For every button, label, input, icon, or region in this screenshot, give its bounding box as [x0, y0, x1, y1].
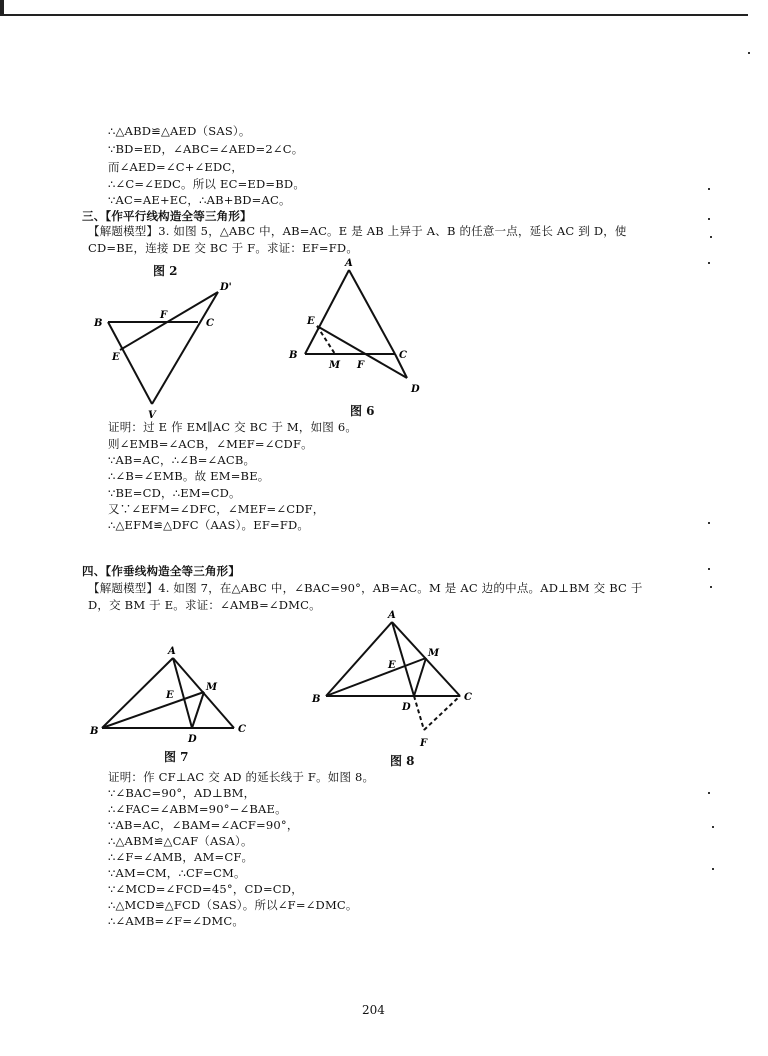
- section3-proof-line-5: ∵BE=CD，∴EM=CD。: [108, 486, 241, 500]
- scan-speck: [708, 522, 710, 524]
- fig-left-label-bottom: V: [148, 410, 156, 421]
- fig6-label-e: E: [307, 316, 315, 327]
- fig6-label-a: A: [345, 258, 353, 269]
- proof1-line-2: ∵BD=ED，∠ABC=∠AED=2∠C。: [108, 142, 304, 156]
- scan-speck: [748, 52, 750, 54]
- fig-left-label-b: B: [94, 318, 103, 329]
- section3-proof-line-7: ∴△EFM≌△DFC（AAS）。EF=FD。: [108, 518, 310, 532]
- scan-speck: [708, 568, 710, 570]
- scan-speck: [708, 792, 710, 794]
- scan-speck: [708, 218, 710, 220]
- fig7-label-a: A: [168, 646, 176, 657]
- fig-left-label-e: E: [112, 352, 120, 363]
- section3-proof-line-3: ∵AB=AC，∴∠B=∠ACB。: [108, 453, 256, 467]
- section4-proof-line-6: ∴∠F=∠AMB，AM=CF。: [108, 850, 254, 864]
- section4-proof-line-5: ∴△ABM≌△CAF（ASA）。: [108, 834, 253, 848]
- fig8-label-e: E: [388, 660, 396, 671]
- section4-proof-line-1: 证明：作 CF⊥AC 交 AD 的延长线于 F。如图 8。: [108, 770, 375, 784]
- scan-speck: [710, 586, 712, 588]
- fig7-label-d: D: [188, 734, 197, 745]
- fig8-label-a: A: [388, 610, 396, 621]
- proof1-line-3: 而∠AED=∠C+∠EDC，: [108, 160, 244, 174]
- fig6-label-f: F: [357, 360, 365, 371]
- section4-proof-line-7: ∵AM=CM，∴CF=CM。: [108, 866, 246, 880]
- fig-left-title: 图 2: [153, 264, 178, 278]
- scan-speck: [708, 262, 710, 264]
- fig-left-label-f: F: [160, 310, 168, 321]
- proof1-line-5: ∵AC=AE+EC，∴AB+BD=AC。: [108, 193, 291, 207]
- section3-heading: 三、【作平行线构造全等三角形】: [82, 209, 252, 223]
- section4-proof-line-8: ∵∠MCD=∠FCD=45°，CD=CD，: [108, 882, 303, 896]
- scan-speck: [712, 826, 714, 828]
- fig8-label-m: M: [428, 648, 440, 659]
- fig8-label-b: B: [312, 694, 321, 705]
- section4-proof-line-4: ∵AB=AC，∠BAM=∠ACF=90°，: [108, 818, 299, 832]
- proof1-line-1: ∴△ABD≌△AED（SAS）。: [108, 124, 251, 138]
- page-number: 204: [362, 1003, 385, 1017]
- section3-proof-line-1: 证明：过 E 作 EM∥AC 交 BC 于 M，如图 6。: [108, 420, 358, 434]
- proof1-line-4: ∴∠C=∠EDC。所以 EC=ED=BD。: [108, 177, 306, 191]
- figure-left-sketch: [90, 278, 240, 421]
- fig-left-label-c: C: [206, 318, 214, 329]
- fig7-label-c: C: [238, 724, 246, 735]
- figure-6: [285, 256, 435, 401]
- section4-problem: 【解题模型】4. 如图 7，在△ABC 中，∠BAC=90°，AB=AC。M 是 AC 边的中点。AD⊥BM 交 BC 于 D，交 BM 于 E。求证：∠AMB=∠DMC。: [88, 581, 643, 612]
- section4-proof-line-10: ∴∠AMB=∠F=∠DMC。: [108, 914, 245, 928]
- fig6-caption: 图 6: [350, 404, 375, 418]
- fig7-caption: 图 7: [164, 750, 189, 764]
- fig8-label-c: C: [464, 692, 472, 703]
- section4-proof-line-2: ∵∠BAC=90°，AD⊥BM，: [108, 786, 256, 800]
- fig8-label-f: F: [420, 738, 428, 749]
- section4-proof-line-3: ∴∠FAC=∠ABM=90°−∠BAE。: [108, 802, 287, 816]
- section3-proof-line-4: ∴∠B=∠EMB。故 EM=BE。: [108, 469, 270, 483]
- figure-7: [88, 640, 258, 750]
- top-rule: [0, 14, 748, 16]
- fig7-label-b: B: [90, 726, 99, 737]
- fig7-label-m: M: [206, 682, 218, 693]
- fig6-label-c: C: [399, 350, 407, 361]
- section3-proof-line-2: 则∠EMB=∠ACB，∠MEF=∠CDF。: [108, 437, 313, 451]
- section4-proof-line-9: ∴△MCD≌△FCD（SAS）。所以∠F=∠DMC。: [108, 898, 358, 912]
- fig6-label-b: B: [289, 350, 298, 361]
- section3-problem: 【解题模型】3. 如图 5，△ABC 中，AB=AC。E 是 AB 上异于 A、B 的任意一点，延长 AC 到 D，使 CD=BE，连接 DE 交 BC 于 F。求证：EF=FD。: [88, 224, 627, 255]
- fig6-label-m: M: [329, 360, 341, 371]
- fig8-label-d: D: [402, 702, 411, 713]
- fig-left-label-d: D': [220, 282, 232, 293]
- scan-speck: [708, 188, 710, 190]
- figure-8: [306, 608, 486, 753]
- fig8-caption: 图 8: [390, 754, 415, 768]
- section4-heading: 四、【作垂线构造全等三角形】: [82, 564, 241, 578]
- scan-speck: [712, 868, 714, 870]
- fig7-label-e: E: [166, 690, 174, 701]
- fig6-label-d: D: [411, 384, 420, 395]
- section3-proof-line-6: 又∵∠EFM=∠DFC，∠MEF=∠CDF，: [108, 502, 325, 516]
- scan-speck: [710, 236, 712, 238]
